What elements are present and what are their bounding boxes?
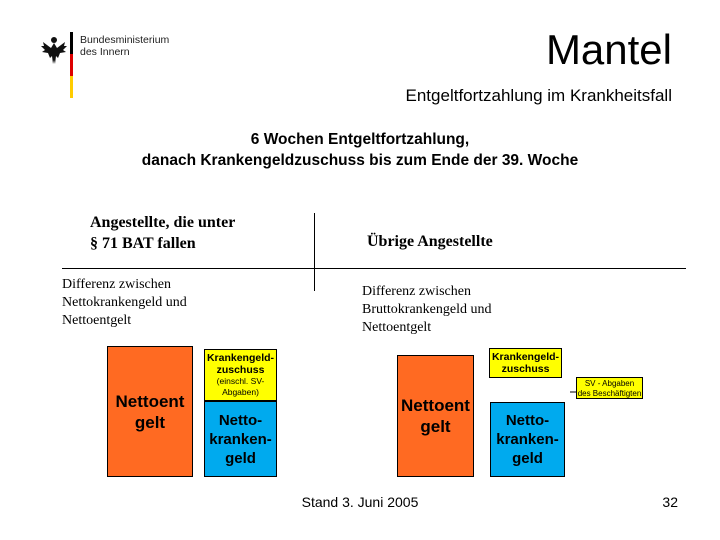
left-text-line3: Nettoentgelt bbox=[62, 313, 132, 328]
left-kranken-line1: Netto- bbox=[218, 411, 263, 429]
sv-line2: des Beschäftigten bbox=[577, 389, 642, 398]
column-divider-vertical bbox=[314, 213, 315, 291]
left-krankengeldzuschuss-label bbox=[204, 349, 277, 401]
right-column-heading: Übrige Angestellte bbox=[367, 233, 493, 250]
left-text-line1: Differenz zwischen bbox=[62, 277, 171, 292]
left-heading-line1: Angestellte, die unter bbox=[90, 214, 236, 231]
left-nettokrankengeld-box bbox=[204, 401, 277, 477]
sv-line1: SV - Abgaben bbox=[584, 379, 635, 388]
headline bbox=[0, 129, 720, 171]
ministry-line1: Bundesministerium bbox=[80, 34, 170, 46]
page-title: Mantel bbox=[545, 26, 672, 73]
left-label-line4: Abgaben) bbox=[222, 387, 259, 397]
ministry-logo bbox=[40, 30, 180, 100]
footer-date: Stand 3. Juni 2005 bbox=[301, 494, 419, 510]
page-number: 32 bbox=[662, 494, 678, 510]
right-netto-line1: Nettoent bbox=[401, 396, 470, 415]
right-kranken-line1: Netto- bbox=[505, 412, 550, 429]
right-label-line1: Krankengeld- bbox=[491, 351, 560, 363]
right-nettoentgelt-box bbox=[397, 355, 474, 477]
left-column-description bbox=[62, 276, 302, 330]
right-krankengeldzuschuss-label bbox=[489, 348, 562, 378]
left-kranken-line3: geld bbox=[225, 449, 256, 467]
column-divider-horizontal bbox=[62, 268, 686, 269]
right-text-line3: Nettoentgelt bbox=[362, 320, 432, 335]
right-netto-line2: gelt bbox=[420, 417, 451, 436]
flag-gold-stripe bbox=[70, 76, 73, 98]
federal-eagle-icon bbox=[40, 34, 68, 68]
left-nettoentgelt-box bbox=[107, 346, 193, 477]
headline-line1: 6 Wochen Entgeltfortzahlung, bbox=[250, 131, 470, 148]
left-text-line2: Nettokrankengeld und bbox=[62, 295, 187, 310]
headline-line2: danach Krankengeldzuschuss bis zum Ende der 39. Woche bbox=[141, 152, 579, 169]
left-netto-line2: gelt bbox=[134, 412, 166, 432]
right-column-description bbox=[362, 283, 602, 337]
flag-black-stripe bbox=[70, 32, 73, 54]
left-label-line1: Krankengeld- bbox=[206, 352, 275, 364]
left-netto-line1: Nettoent bbox=[115, 391, 185, 411]
sv-abgaben-label bbox=[576, 377, 643, 399]
left-heading-line2: § 71 BAT fallen bbox=[90, 235, 196, 252]
left-label-line3: (einschl. SV- bbox=[216, 376, 265, 386]
left-label-line2: zuschuss bbox=[216, 364, 265, 376]
ministry-line2: des Innern bbox=[80, 46, 130, 58]
right-nettokrankengeld-box bbox=[490, 402, 565, 477]
right-kranken-line3: geld bbox=[512, 450, 543, 467]
flag-red-stripe bbox=[70, 54, 73, 76]
ministry-name bbox=[80, 34, 169, 58]
right-text-line2: Bruttokrankengeld und bbox=[362, 302, 492, 317]
right-text-line1: Differenz zwischen bbox=[362, 284, 471, 299]
page-subtitle: Entgeltfortzahlung im Krankheitsfall bbox=[405, 86, 672, 105]
right-label-line2: zuschuss bbox=[501, 363, 550, 375]
left-column-heading bbox=[90, 212, 235, 254]
right-kranken-line2: kranken- bbox=[496, 431, 559, 448]
left-kranken-line2: kranken- bbox=[209, 430, 272, 448]
